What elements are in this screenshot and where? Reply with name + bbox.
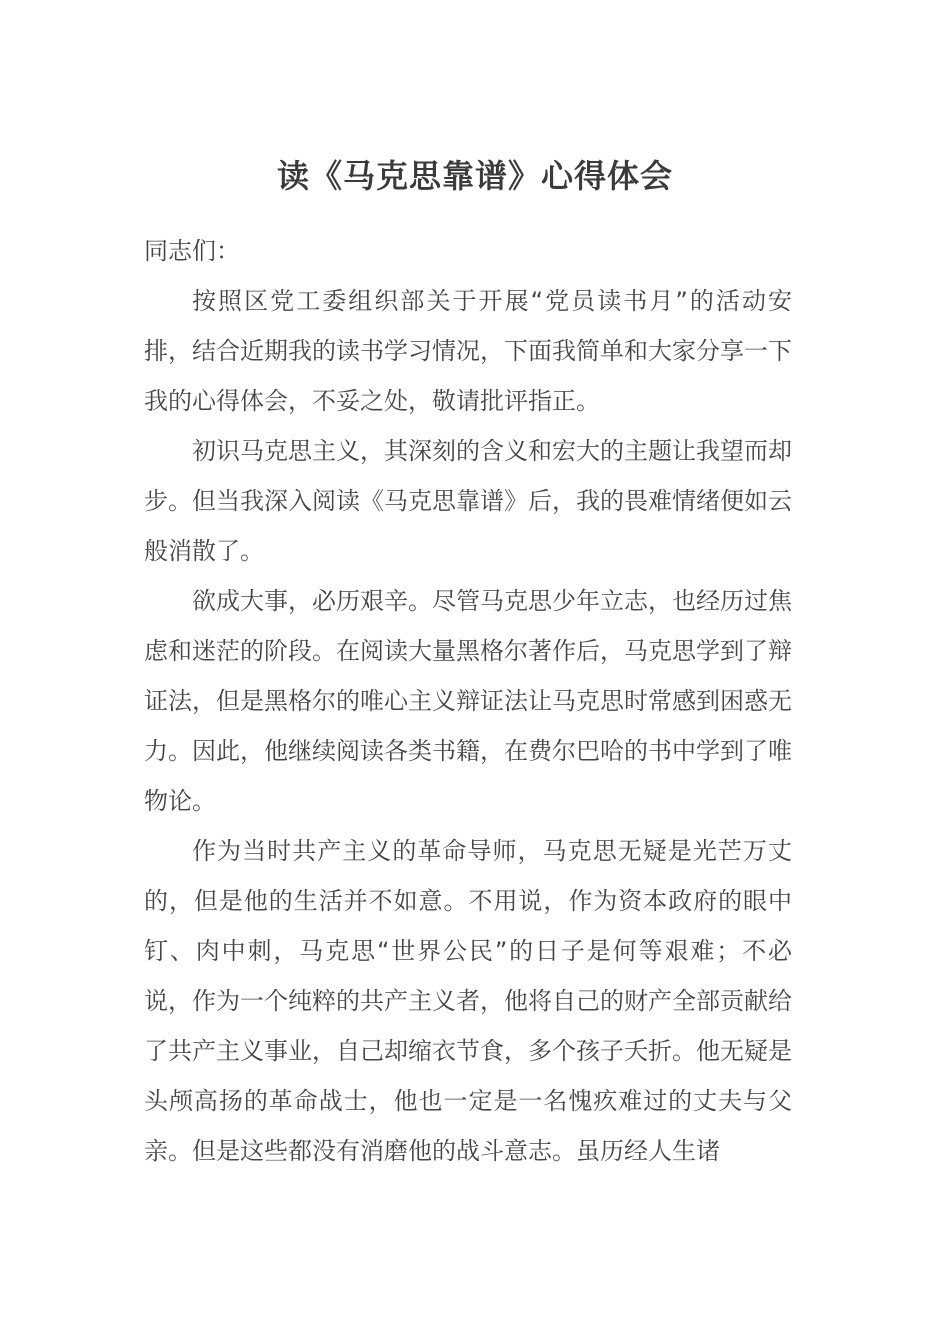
document-title: 读《马克思靠谱》心得体会: [276, 157, 673, 195]
paragraph-revolutionary-life: 作为当时共产主义的革命导师，马克思无疑是光芒万丈的，但是他的生活并不如意。不用说，作为资本政府的眼中钉、肉中刺，马克思“世界公民”的日子是何等艰难；不必说，作为一个纯粹的共产主义者，他将自己的财产全部贡献给了共产主义事业，自己却缩衣节食，多个孩子夭折。他无疑是头颅高扬的革命战士，他也一定是一名愧疚难过的丈夫与父亲。但是这些都没有消磨他的战斗意志。虽历经人生诸: [144, 837, 792, 1165]
salutation: 同志们：: [144, 237, 240, 265]
paragraph-hardship: 欲成大事，必历艰辛。尽管马克思少年立志，也经历过焦虑和迷茫的阶段。在阅读大量黑格尔著作后，马克思学到了辩证法，但是黑格尔的唯心主义辩证法让马克思时常感到困惑无力。因此，他继续阅读各类书籍，在费尔巴哈的书中学到了唯物论。: [144, 587, 792, 815]
paragraph-first-impression: 初识马克思主义，其深刻的含义和宏大的主题让我望而却步。但当我深入阅读《马克思靠谱》后，我的畏难情绪便如云般消散了。: [144, 437, 792, 565]
paragraph-intro: 按照区党工委组织部关于开展“党员读书月”的活动安排，结合近期我的读书学习情况，下面我简单和大家分享一下我的心得体会，不妥之处，敬请批评指正。: [144, 287, 792, 415]
document-body: [144, 226, 792, 1176]
